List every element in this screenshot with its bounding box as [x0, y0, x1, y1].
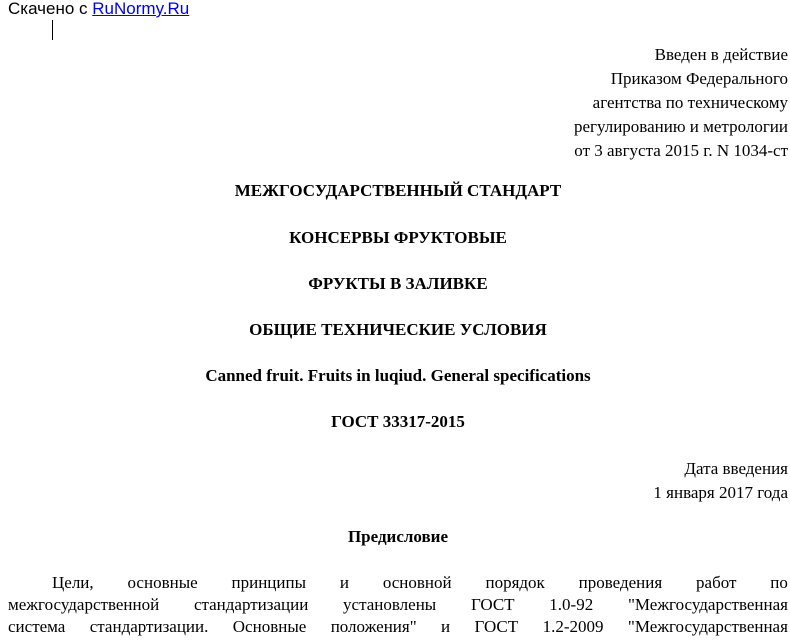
word: стандартизации. [89, 617, 209, 636]
word: проведения [578, 573, 663, 592]
word: и [441, 617, 451, 636]
word: установлены [343, 595, 437, 614]
word: система [8, 617, 66, 636]
word: и [339, 573, 349, 592]
text-cursor [52, 20, 53, 40]
word: принципы [231, 573, 307, 592]
effective-date-value: 1 января 2017 года [653, 483, 788, 502]
word: положения" [330, 617, 417, 636]
source-prefix: Скачено с [8, 0, 88, 18]
introduction-line: регулированию и метрологии [573, 117, 788, 136]
document-title-line-1: КОНСЕРВЫ ФРУКТОВЫЕ [289, 228, 507, 247]
word: "Межгосударственная [627, 617, 788, 636]
word: межгосударственной [8, 595, 160, 614]
word: 1.0-92 [549, 595, 594, 614]
word: стандартизации [193, 595, 309, 614]
introduction-line: агентства по техническому [592, 93, 788, 112]
effective-date-label: Дата введения [684, 459, 788, 478]
introduction-block [388, 43, 788, 163]
standard-type-heading: МЕЖГОСУДАРСТВЕННЫЙ СТАНДАРТ [234, 181, 562, 200]
foreword-paragraph [8, 572, 788, 638]
word: по [770, 573, 788, 592]
word: основной [382, 573, 452, 592]
introduction-line: от 3 августа 2015 г. N 1034-ст [574, 141, 788, 160]
paragraph-line [8, 572, 788, 594]
word: "Межгосударственная [627, 595, 788, 614]
introduction-line: Введен в действие [654, 45, 788, 64]
word: порядок [485, 573, 545, 592]
word: ГОСТ [474, 617, 519, 636]
source-link[interactable]: RuNormy.Ru [92, 0, 190, 18]
word: Цели, [52, 573, 94, 592]
document-title-line-2: ФРУКТЫ В ЗАЛИВКЕ [308, 274, 488, 293]
paragraph-line [8, 616, 788, 638]
word: 1.2-2009 [542, 617, 604, 636]
word: Основные [232, 617, 307, 636]
document-title-line-3: ОБЩИЕ ТЕХНИЧЕСКИЕ УСЛОВИЯ [249, 320, 547, 339]
source-line [8, 0, 189, 19]
standard-designation: ГОСТ 33317-2015 [331, 412, 465, 431]
effective-date-block [488, 457, 788, 505]
introduction-line: Приказом Федерального [610, 69, 788, 88]
paragraph-line [8, 594, 788, 616]
word: ГОСТ [470, 595, 515, 614]
foreword-heading: Предисловие [347, 527, 449, 546]
word: работ [696, 573, 737, 592]
word: основные [127, 573, 198, 592]
english-title: Canned fruit. Fruits in luqiud. General specifications [205, 366, 591, 385]
